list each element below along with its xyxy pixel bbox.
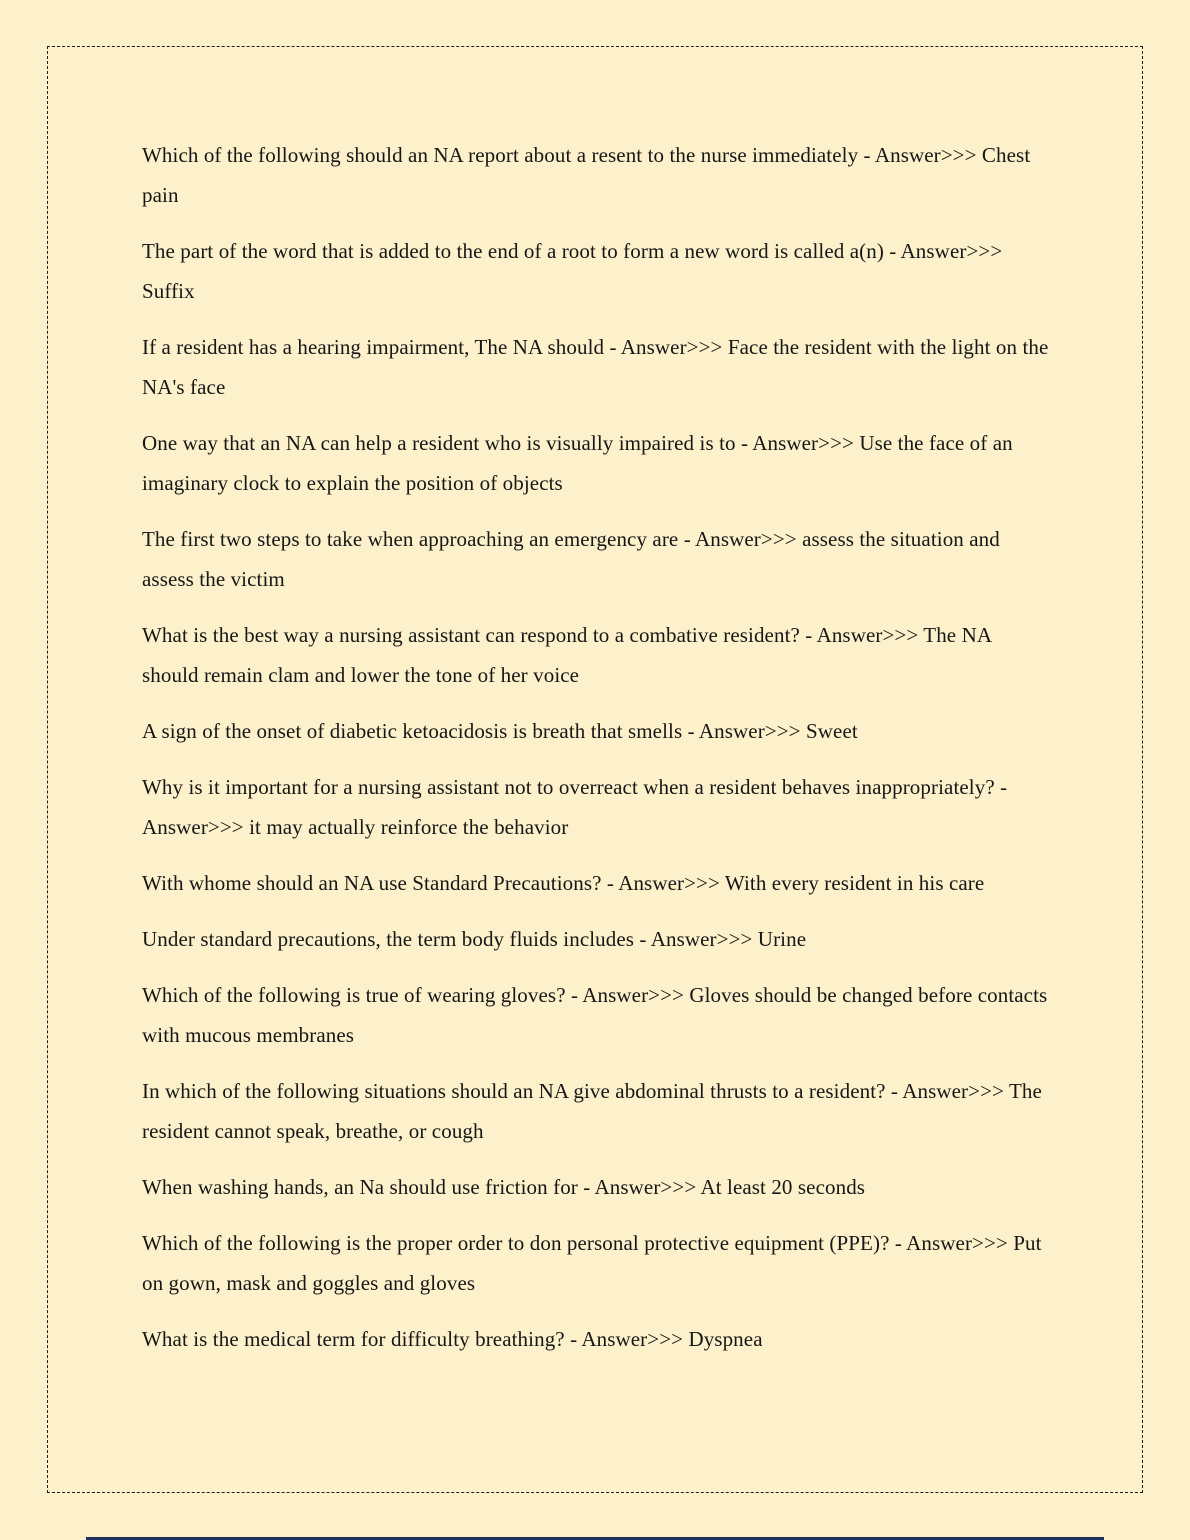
qa-paragraph — [142, 1223, 1049, 1303]
qa-list — [48, 47, 1142, 1359]
qa-paragraph — [142, 767, 1049, 847]
qa-text: Under standard precautions, the term body fluids includes - Answer>>> Urine — [142, 927, 807, 951]
qa-text: What is the medical term for difficulty breathing? - Answer>>> Dyspnea — [142, 1327, 763, 1351]
qa-paragraph — [142, 519, 1049, 599]
qa-text: Which of the following should an NA report about a resent to the nurse immediately - Answer>>> Chest pain — [142, 143, 1031, 207]
qa-text: One way that an NA can help a resident who is visually impaired is to - Answer>>> Use the face of an imaginary clock to explain the position of objects — [142, 431, 1013, 495]
qa-text: Which of the following is the proper order to don personal protective equipment (PPE)? - Answer>>> Put on gown, mask and goggles and gloves — [142, 1231, 1042, 1295]
qa-paragraph — [142, 423, 1049, 503]
qa-text: The first two steps to take when approaching an emergency are - Answer>>> assess the situation and assess the victim — [142, 527, 1000, 591]
qa-text: Why is it important for a nursing assistant not to overreact when a resident behaves inappropriately? - Answer>>> it may actually reinforce the behavior — [142, 775, 1008, 839]
qa-paragraph — [142, 327, 1049, 407]
qa-paragraph — [142, 1167, 1049, 1207]
qa-text: With whome should an NA use Standard Precautions? - Answer>>> With every resident in his care — [142, 871, 985, 895]
qa-text: Which of the following is true of wearing gloves? - Answer>>> Gloves should be changed before contacts with mucous membranes — [142, 983, 1048, 1047]
qa-text: If a resident has a hearing impairment, The NA should - Answer>>> Face the resident with the light on the NA's face — [142, 335, 1049, 399]
qa-paragraph — [142, 1071, 1049, 1151]
qa-text: When washing hands, an Na should use friction for - Answer>>> At least 20 seconds — [142, 1175, 866, 1199]
qa-paragraph — [142, 231, 1049, 311]
qa-text: The part of the word that is added to the end of a root to form a new word is called a(n) - Answer>>> Suffix — [142, 239, 1003, 303]
qa-text: In which of the following situations should an NA give abdominal thrusts to a resident? - Answer>>> The resident cannot speak, breathe, or cough — [142, 1079, 1042, 1143]
qa-text: What is the best way a nursing assistant can respond to a combative resident? - Answer>>> The NA should remain clam and lower the tone of her voice — [142, 623, 991, 687]
document-page-frame — [47, 46, 1143, 1493]
qa-paragraph — [142, 615, 1049, 695]
qa-paragraph — [142, 919, 1049, 959]
qa-paragraph — [142, 863, 1049, 903]
qa-paragraph — [142, 975, 1049, 1055]
qa-paragraph — [142, 1319, 1049, 1359]
qa-paragraph — [142, 135, 1049, 215]
qa-text: A sign of the onset of diabetic ketoacidosis is breath that smells - Answer>>> Sweet — [142, 719, 858, 743]
qa-paragraph — [142, 711, 1049, 751]
